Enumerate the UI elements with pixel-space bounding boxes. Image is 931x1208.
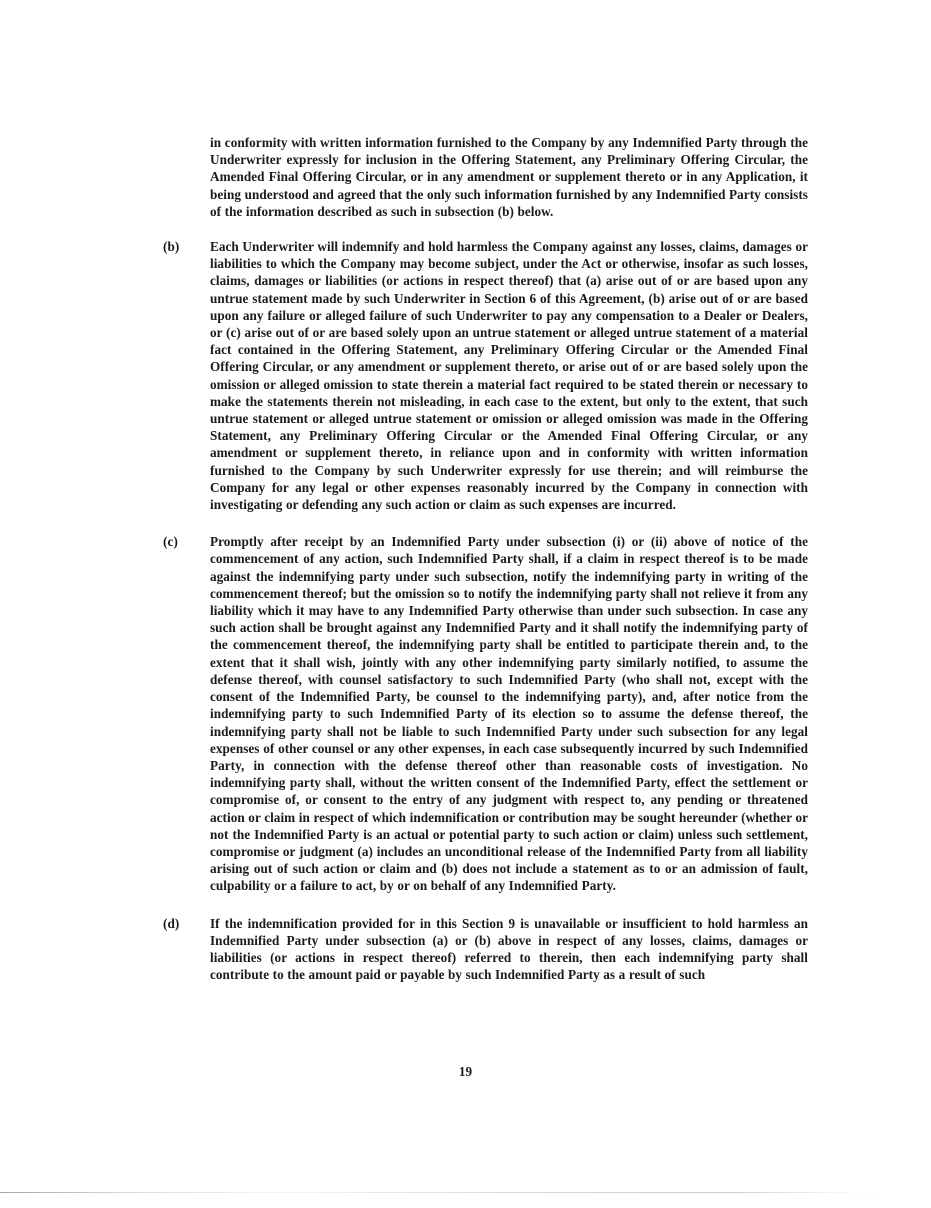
paragraph-text: Each Underwriter will indemnify and hold harmless the Company against any losses, claims, damages or liabilities to which the Company may become subject, under the Act or otherwise, insofar as such losses, claims, damages or liabilities (or actions in respect thereof) that (a) arise out of or are based upon any untrue statement made by such Underwriter in Section 6 of this Agreement, (b) arise out of or are based upon any failure or alleged failure of such Underwriter to pay any compensation to a Dealer or Dealers, or (c) arise out of or are based solely upon an untrue statement or alleged untrue statement of a material fact contained in the Offering Statement, any Preliminary Offering Circular or the Amended Final Offering Circular, or any amendment or supplement thereto, or arise out of or are based solely upon the omission or alleged omission to state therein a material fact required to be stated therein or necessary to make the statements therein not misleading, in each case to the extent, but only to the extent, that such untrue statement or alleged untrue statement or omission or alleged omission was made in the Offering Statement, any Preliminary Offering Circular or the Amended Final Offering Circular, or any amendment or supplement thereto, in reliance upon and in conformity with written information furnished to the Company by such Underwriter expressly for use therein; and will reimburse the Company for any legal or other expenses reasonably incurred by the Company in connection with investigating or defending any such action or claim as such expenses are incurred. [210, 239, 808, 513]
paragraph-b [163, 238, 808, 513]
paragraph-label-d: (d) [163, 915, 180, 931]
page-number: 19 [458, 1064, 473, 1079]
paragraph-continuation [163, 134, 808, 220]
paragraph-d [163, 915, 808, 984]
paragraph-label-b: (b) [163, 239, 180, 255]
paragraph-text: in conformity with written information furnished to the Company by any Indemnified Party through the Underwriter expressly for inclusion in the Offering Statement, any Preliminary Offering Circular, the Amended Final Offering Circular, or in any amendment or supplement thereto or in any Application, it being understood and agreed that the only such information furnished by any Indemnified Party consists of the information described as such in subsection (b) below. [210, 135, 808, 219]
paragraph-c [163, 533, 808, 894]
paragraph-label-c: (c) [163, 534, 178, 550]
page-body [163, 134, 808, 1001]
paragraph-text: If the indemnification provided for in this Section 9 is unavailable or insufficient to hold harmless an Indemnified Party under subsection (a) or (b) above in respect of any losses, claims, damages or liabilities (or actions in respect thereof) referred to therein, then each indemnifying party shall contribute to the amount paid or payable by such Indemnified Party as a result of such [210, 915, 808, 983]
paragraph-text: Promptly after receipt by an Indemnified Party under subsection (i) or (ii) above of notice of the commencement of any action, such Indemnified Party shall, if a claim in respect thereof is to be made against the indemnifying party under such subsection, notify the indemnifying party in writing of the commencement thereof; but the omission so to notify the indemnifying party shall not relieve it from any liability which it may have to any Indemnified Party otherwise than under such subsection. In case any such action shall be brought against any Indemnified Party and it shall notify the indemnifying party of the commencement thereof, the indemnifying party shall be entitled to participate therein and, to the extent that it shall wish, jointly with any other indemnifying party similarly notified, to assume the defense thereof, with counsel satisfactory to such Indemnified Party (who shall not, except with the consent of the Indemnified Party, be counsel to the indemnifying party), and, after notice from the indemnifying party to such Indemnified Party of its election so to assume the defense thereof, the indemnifying party shall not be liable to such Indemnified Party under such subsection for any legal expenses of other counsel or any other expenses, in each case subsequently incurred by such Indemnified Party, in connection with the defense thereof other than reasonable costs of investigation. No indemnifying party shall, without the written consent of the Indemnified Party, effect the settlement or compromise of, or consent to the entry of any judgment with respect to, any pending or threatened action or claim in respect of which indemnification or contribution may be sought hereunder (whether or not the Indemnified Party is an actual or potential party to such action or claim) unless such settlement, compromise or judgment (a) includes an unconditional release of the Indemnified Party from all liability arising out of such action or claim and (b) does not include a statement as to or an admission of fault, culpability or a failure to act, by or on behalf of any Indemnified Party. [210, 534, 808, 894]
scan-edge-line [0, 1192, 931, 1193]
